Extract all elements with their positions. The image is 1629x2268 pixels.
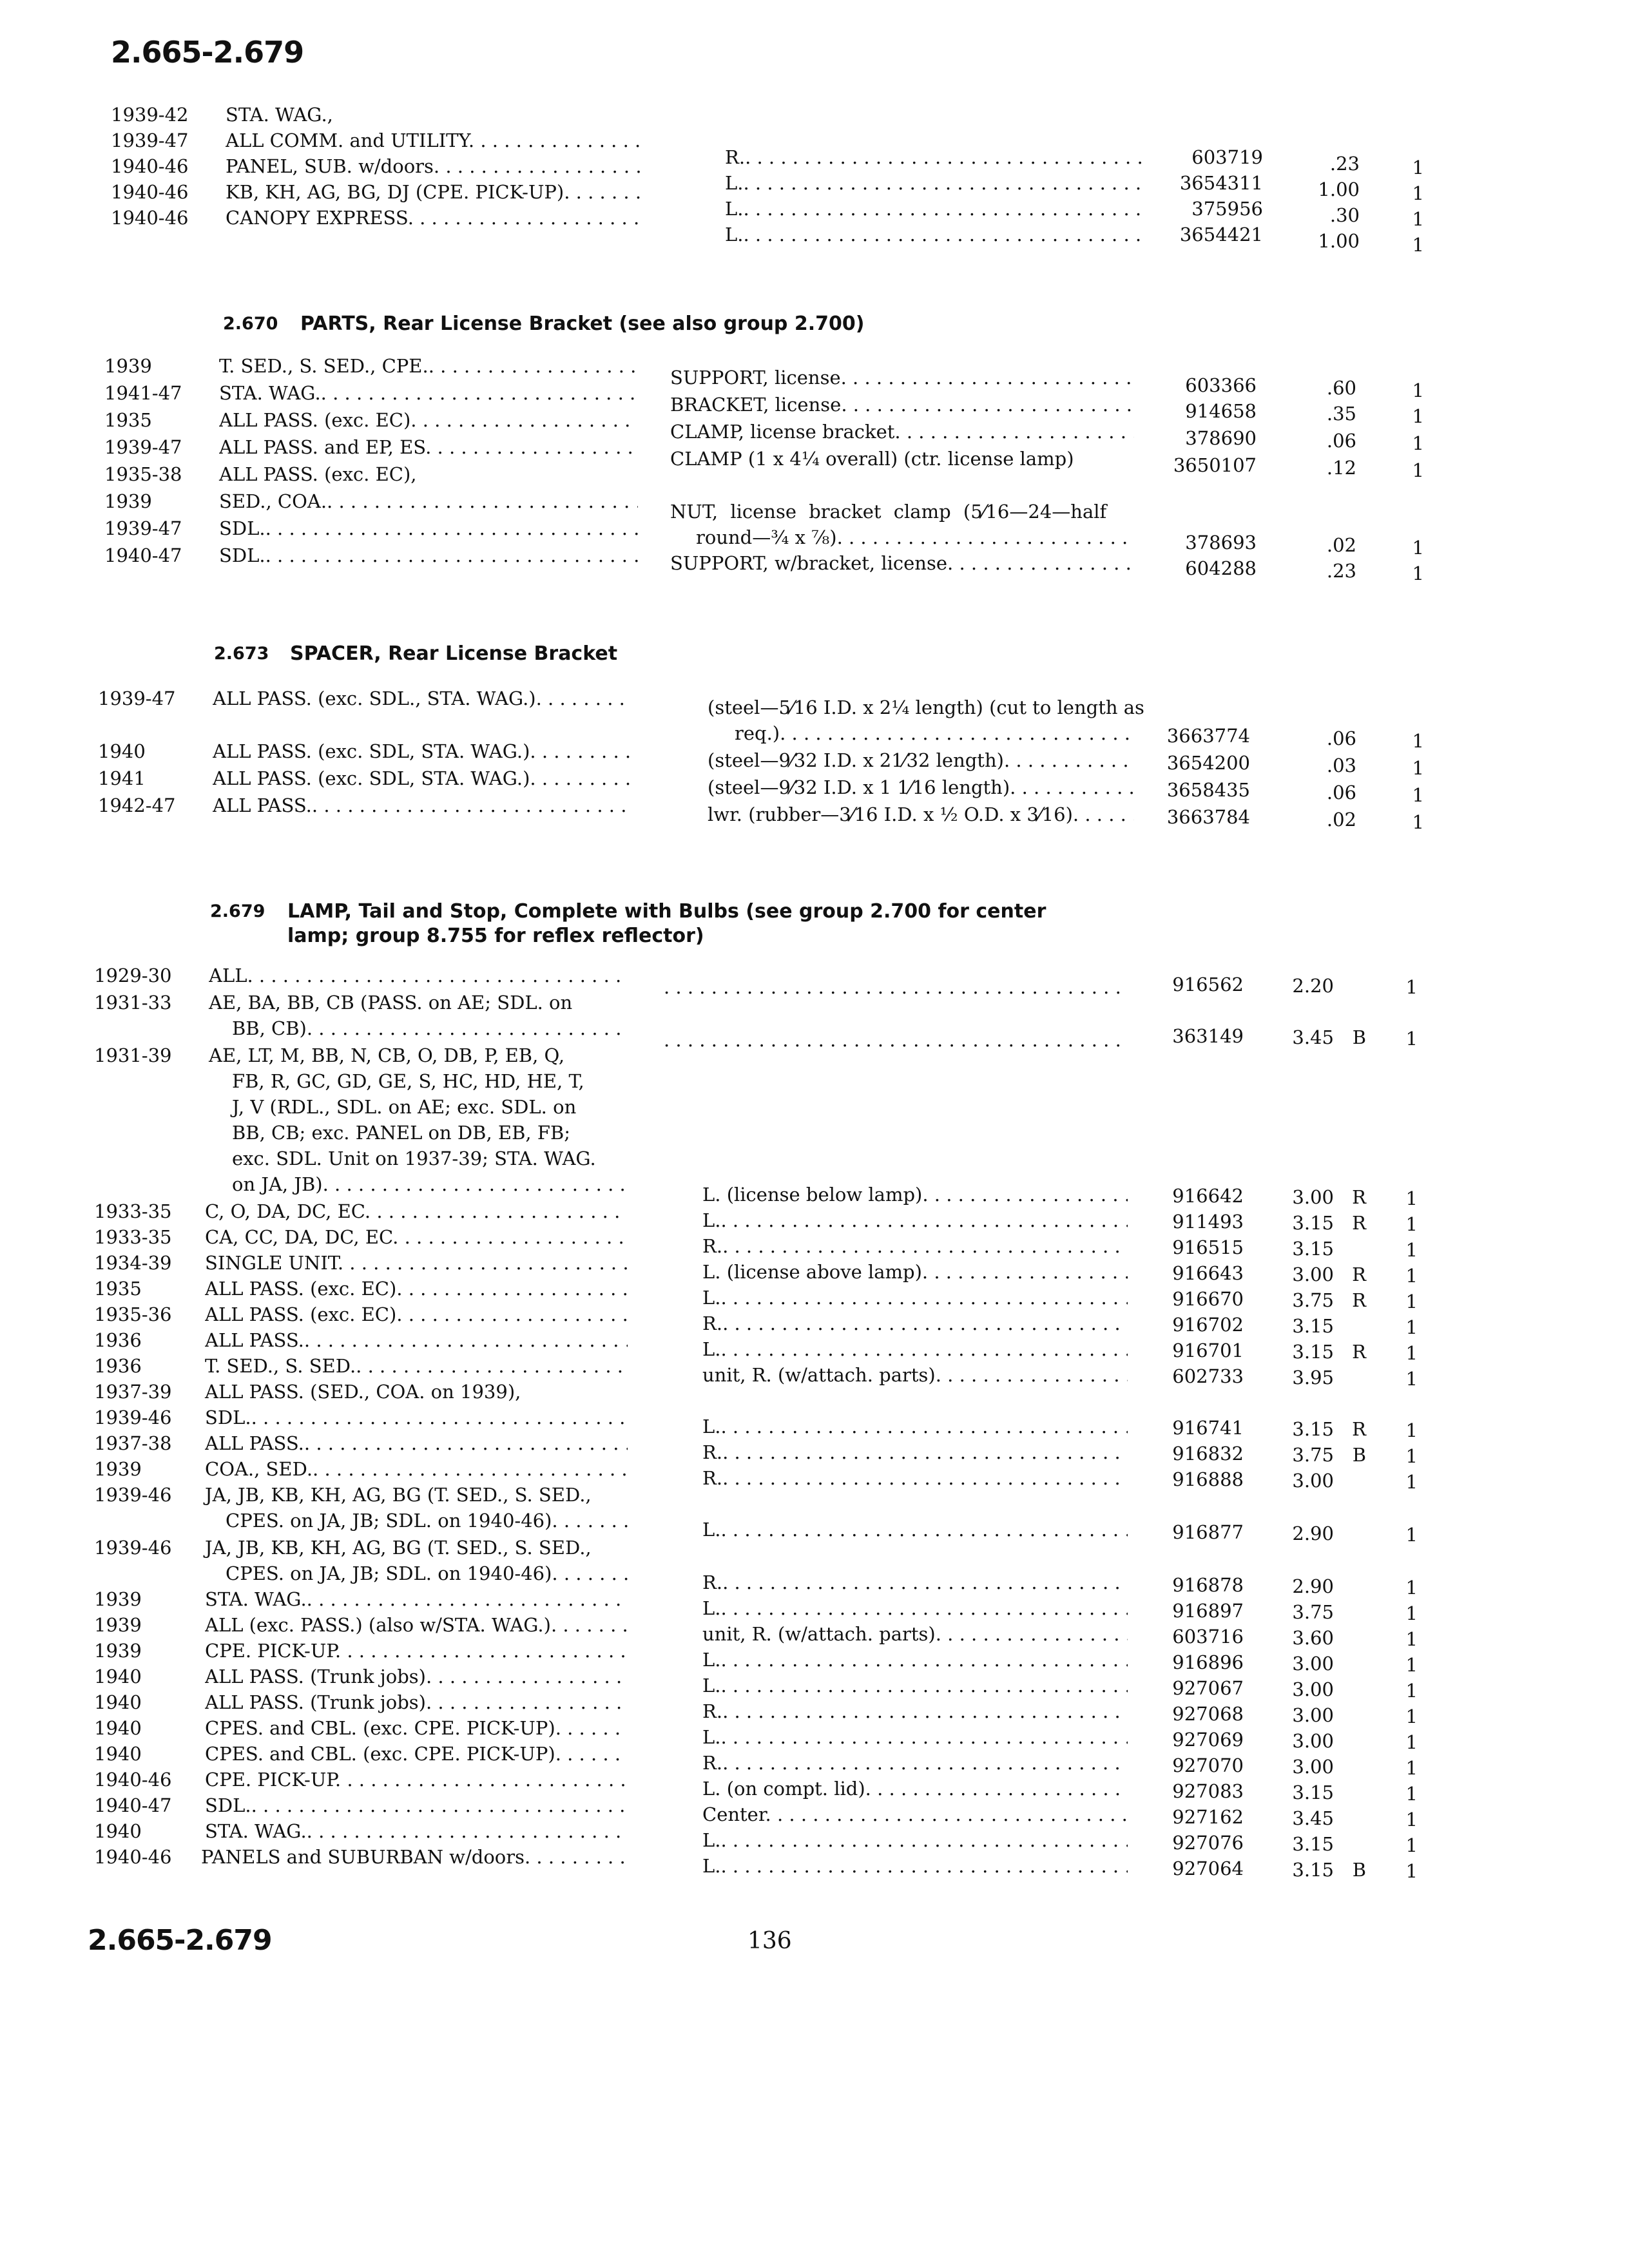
part-qty: 1 [1412, 157, 1424, 178]
part-price: 3.15 [1292, 1341, 1334, 1363]
part-desc: unit, R. (w/attach. parts) . . . [702, 1363, 1128, 1387]
part-price: 3.00 [1292, 1730, 1334, 1752]
model-year: 1936 [94, 1355, 142, 1377]
part-desc [664, 975, 1128, 999]
model-desc: ALL PASS. (exc. SDL, STA. WAG.) . . . [213, 767, 631, 790]
model-desc: ALL PASS. (exc. EC) . . . [205, 1303, 628, 1326]
model-year: 1939-46 [94, 1407, 172, 1428]
part-desc: L. . . . [702, 1829, 1128, 1852]
part-desc: L. . . . [702, 1518, 1128, 1541]
model-desc: SDL. . . . [205, 1794, 628, 1817]
section-title: LAMP, Tail and Stop, Complete with Bulbs (see group 2.700 for center [287, 900, 1046, 923]
part-number: 927162 [1172, 1806, 1244, 1828]
model-desc: on JA, JB) . . . [232, 1173, 628, 1196]
part-qty: 1 [1405, 1524, 1418, 1546]
part-desc: L. . . . [725, 223, 1144, 246]
part-qty: 1 [1405, 1834, 1418, 1856]
part-price: 3.15 [1292, 1859, 1334, 1881]
part-price: 3.75 [1292, 1444, 1334, 1466]
model-year: 1936 [94, 1329, 142, 1351]
part-desc: lwr. (rubber—3⁄16 I.D. x ½ O.D. x 3⁄16) . . . [708, 803, 1134, 826]
part-qty: 1 [1405, 1860, 1418, 1882]
model-year: 1940-46 [94, 1769, 172, 1791]
part-number: 916643 [1172, 1262, 1244, 1284]
model-desc: JA, JB, KB, KH, AG, BG (T. SED., S. SED., [205, 1537, 592, 1559]
model-desc: AE, LT, M, BB, N, CB, O, DB, P, EB, Q, [209, 1044, 565, 1066]
part-qty: 1 [1405, 1706, 1418, 1727]
part-desc: (steel—9⁄32 I.D. x 21⁄32 length) . . . [708, 749, 1134, 772]
part-qty: 1 [1412, 811, 1424, 833]
model-desc: CPE. PICK-UP . . . [205, 1639, 628, 1662]
part-qty: 1 [1405, 1731, 1418, 1753]
part-number: 916562 [1172, 974, 1244, 995]
part-qty: 1 [1412, 405, 1424, 427]
part-qty: 1 [1405, 1239, 1418, 1261]
model-desc: FB, R, GC, GD, GE, S, HC, HD, HE, T, [232, 1070, 584, 1092]
part-price: 3.75 [1292, 1289, 1334, 1311]
part-qty: 1 [1412, 432, 1424, 454]
part-number: 916888 [1172, 1468, 1244, 1490]
model-desc: ALL PASS. . . . [213, 794, 631, 817]
model-desc: ALL PASS. (exc. EC) . . . [205, 1277, 628, 1300]
part-desc: L. (license above lamp) . . . [702, 1260, 1128, 1283]
part-price: 3.15 [1292, 1782, 1334, 1803]
part-qty: 1 [1405, 1628, 1418, 1650]
section-title: PARTS, Rear License Bracket (see also group 2.700) [300, 312, 865, 335]
part-desc: SUPPORT, w/bracket, license . . . [670, 552, 1134, 575]
part-qty: 1 [1405, 1316, 1418, 1338]
model-desc: STA. WAG. . . . [219, 381, 638, 405]
part-number: 363149 [1172, 1025, 1244, 1047]
model-desc: T. SED., S. SED., CPE. . . . [219, 354, 638, 378]
model-desc: SINGLE UNIT . . . [205, 1251, 628, 1274]
part-number: 3663784 [1166, 806, 1250, 828]
part-desc: L. . . . [702, 1597, 1128, 1620]
model-desc: CPES. and CBL. (exc. CPE. PICK-UP) . . . [205, 1716, 628, 1740]
part-qty: 1 [1405, 1783, 1418, 1805]
model-desc: ALL PASS. (exc. EC) . . . [219, 408, 638, 432]
part-qty: 1 [1405, 1291, 1418, 1312]
model-year: 1939-47 [111, 130, 189, 151]
part-desc: L. . . . [702, 1338, 1128, 1361]
part-qty: 1 [1405, 1265, 1418, 1287]
part-flag: B [1352, 1444, 1366, 1466]
model-year: 1939 [104, 355, 152, 377]
model-desc: PANELS and SUBURBAN w/doors . . . [201, 1845, 628, 1869]
part-price: .06 [1326, 430, 1356, 452]
model-desc: PANEL, SUB. w/doors . . . [226, 155, 644, 178]
part-price: 3.60 [1292, 1627, 1334, 1649]
model-desc: ALL PASS. . . . [205, 1432, 628, 1455]
part-price: 3.00 [1292, 1470, 1334, 1492]
part-desc: L. . . . [702, 1674, 1128, 1697]
part-qty: 1 [1405, 1419, 1418, 1441]
part-flag: R [1352, 1264, 1366, 1285]
part-number: 3658435 [1166, 779, 1250, 801]
model-year: 1939 [94, 1614, 142, 1636]
model-year: 1941-47 [104, 382, 182, 404]
part-desc: L. (license below lamp) . . . [702, 1183, 1128, 1206]
model-year: 1940 [94, 1820, 142, 1842]
model-desc: ALL . . . [209, 964, 628, 987]
part-price: 3.00 [1292, 1756, 1334, 1778]
part-price: 3.75 [1292, 1601, 1334, 1623]
part-desc: CLAMP, license bracket . . . [670, 420, 1134, 443]
model-desc: COA., SED. . . . [205, 1457, 628, 1481]
part-qty: 1 [1412, 757, 1424, 779]
model-desc: STA. WAG. . . . [205, 1820, 628, 1843]
part-qty: 1 [1405, 1757, 1418, 1779]
part-flag: R [1352, 1418, 1366, 1440]
part-desc: CLAMP (1 x 4¼ overall) (ctr. license lamp) [670, 448, 1074, 470]
part-number: 3663774 [1166, 725, 1250, 747]
part-qty: 1 [1412, 562, 1424, 584]
section-code: 2.673 [214, 644, 269, 664]
part-qty: 1 [1405, 1680, 1418, 1702]
part-number: 911493 [1172, 1211, 1244, 1233]
section-title-cont: lamp; group 8.755 for reflex reflector) [287, 925, 704, 947]
part-qty: 1 [1405, 1368, 1418, 1390]
part-qty: 1 [1405, 1187, 1418, 1209]
part-number: 603716 [1172, 1626, 1244, 1648]
part-price: 3.95 [1292, 1367, 1334, 1389]
model-year: 1939-47 [98, 687, 176, 709]
part-qty: 1 [1412, 208, 1424, 230]
part-number: 927069 [1172, 1729, 1244, 1751]
model-year: 1931-33 [94, 992, 172, 1014]
model-year: 1940-46 [111, 181, 189, 203]
part-qty: 1 [1405, 1809, 1418, 1831]
model-year: 1935 [94, 1278, 142, 1300]
part-flag: R [1352, 1186, 1366, 1208]
part-desc: R. . . . [702, 1700, 1128, 1723]
model-year: 1929-30 [94, 965, 172, 986]
part-price: 3.45 [1292, 1026, 1334, 1048]
part-number: 916832 [1172, 1443, 1244, 1465]
model-year: 1937-39 [94, 1381, 172, 1403]
model-desc: C, O, DA, DC, EC . . . [205, 1200, 628, 1223]
part-qty: 1 [1405, 1602, 1418, 1624]
part-desc: R. . . . [702, 1751, 1128, 1774]
model-year: 1939-47 [104, 517, 182, 539]
part-desc: L. . . . [725, 197, 1144, 220]
model-year: 1939 [94, 1458, 142, 1480]
part-price: .30 [1329, 204, 1360, 226]
model-year: 1933-35 [94, 1200, 172, 1222]
model-desc: SDL. . . . [205, 1406, 628, 1429]
part-desc: SUPPORT, license . . . [670, 366, 1134, 389]
part-flag: R [1352, 1341, 1366, 1363]
part-number: 916701 [1172, 1340, 1244, 1361]
part-price: 2.20 [1292, 975, 1334, 997]
model-desc: CPES. on JA, JB; SDL. on 1940-46) . . . [226, 1562, 628, 1585]
part-number: 3654421 [1179, 224, 1263, 245]
model-year: 1940-46 [94, 1846, 172, 1868]
part-desc: R. . . . [702, 1466, 1128, 1490]
model-desc: ALL (exc. PASS.) (also w/STA. WAG.) . . . [205, 1613, 628, 1637]
part-price: .12 [1326, 457, 1356, 479]
part-qty: 1 [1405, 1213, 1418, 1235]
part-price: 1.00 [1318, 230, 1360, 252]
part-number: 603719 [1191, 146, 1263, 168]
model-year: 1940 [98, 740, 146, 762]
part-number: 927076 [1172, 1832, 1244, 1854]
part-qty: 1 [1412, 380, 1424, 401]
part-price: 3.15 [1292, 1315, 1334, 1337]
model-desc: STA. WAG. . . . [205, 1588, 628, 1611]
part-price: .02 [1326, 809, 1356, 831]
model-desc: ALL PASS. (Trunk jobs) . . . [205, 1691, 628, 1714]
part-desc: L. . . . [702, 1854, 1128, 1878]
part-price: .23 [1326, 560, 1356, 582]
part-number: 916897 [1172, 1600, 1244, 1622]
page-footer-range: 2.665-2.679 [88, 1924, 272, 1957]
part-number: 916515 [1172, 1236, 1244, 1258]
part-price: 2.90 [1292, 1523, 1334, 1544]
part-number: 916896 [1172, 1651, 1244, 1673]
part-qty: 1 [1405, 976, 1418, 998]
model-desc: ALL COMM. and UTILITY . . . [226, 129, 644, 152]
model-desc: BB, CB; exc. PANEL on DB, EB, FB; [232, 1122, 571, 1144]
model-year: 1939-42 [111, 104, 189, 126]
model-year: 1935 [104, 409, 152, 431]
model-desc: J, V (RDL., SDL. on AE; exc. SDL. on [232, 1096, 577, 1118]
part-price: 3.00 [1292, 1704, 1334, 1726]
part-number: 916702 [1172, 1314, 1244, 1336]
model-desc: CA, CC, DA, DC, EC . . . [205, 1225, 628, 1249]
part-desc: round—¾ x ⅞) . . . [696, 526, 1134, 549]
model-year: 1940 [94, 1717, 142, 1739]
part-price: .35 [1326, 403, 1356, 425]
part-number: 375956 [1191, 198, 1263, 220]
part-price: 1.00 [1318, 178, 1360, 200]
part-flag: B [1352, 1859, 1366, 1881]
part-desc: Center . . . [702, 1803, 1128, 1826]
model-year: 1940-46 [111, 155, 189, 177]
page-header-range: 2.665-2.679 [111, 35, 304, 70]
part-desc: R. . . . [702, 1235, 1128, 1258]
part-qty: 1 [1412, 784, 1424, 806]
part-price: .06 [1326, 727, 1356, 749]
part-qty: 1 [1412, 234, 1424, 256]
part-number: 916670 [1172, 1288, 1244, 1310]
part-price: .06 [1326, 782, 1356, 803]
part-desc: R. . . . [702, 1571, 1128, 1594]
part-qty: 1 [1405, 1577, 1418, 1599]
part-desc: NUT, license bracket clamp (5⁄16—24—half [670, 501, 1107, 523]
model-desc: ALL PASS. (exc. SDL, STA. WAG.) . . . [213, 740, 631, 763]
part-flag: R [1352, 1212, 1366, 1234]
part-qty: 1 [1405, 1028, 1418, 1050]
model-desc: SED., COA. . . . [219, 490, 638, 513]
model-desc: CPES. on JA, JB; SDL. on 1940-46) . . . [226, 1509, 628, 1532]
model-desc: ALL PASS. (exc. EC), [219, 463, 417, 485]
model-desc: ALL PASS. (SED., COA. on 1939), [205, 1381, 521, 1403]
model-desc: KB, KH, AG, BG, DJ (CPE. PICK-UP) . . . [226, 180, 644, 204]
part-number: 927067 [1172, 1677, 1244, 1699]
section-code: 2.679 [210, 901, 265, 921]
part-price: 3.00 [1292, 1678, 1334, 1700]
part-desc: R. . . . [725, 146, 1144, 169]
part-qty: 1 [1405, 1654, 1418, 1676]
part-number: 602733 [1172, 1365, 1244, 1387]
part-desc: BRACKET, license . . . [670, 393, 1134, 416]
part-desc: L. . . . [725, 171, 1144, 195]
model-desc: ALL PASS. (exc. SDL., STA. WAG.) . . . [213, 687, 631, 710]
model-desc: AE, BA, BB, CB (PASS. on AE; SDL. on [209, 992, 573, 1014]
model-desc: SDL. . . . [219, 544, 638, 567]
model-year: 1942-47 [98, 794, 176, 816]
part-number: 3654200 [1166, 752, 1250, 774]
part-flag: B [1352, 1026, 1366, 1048]
part-desc [664, 1028, 1128, 1052]
part-price: .03 [1326, 754, 1356, 776]
part-price: .02 [1326, 534, 1356, 556]
part-price: 3.15 [1292, 1418, 1334, 1440]
part-desc: R. . . . [702, 1441, 1128, 1464]
model-year: 1935-38 [104, 463, 182, 485]
model-year: 1939 [94, 1640, 142, 1662]
part-price: 3.15 [1292, 1212, 1334, 1234]
model-year: 1940-46 [111, 207, 189, 229]
model-year: 1940 [94, 1666, 142, 1687]
model-year: 1933-35 [94, 1226, 172, 1248]
part-flag: R [1352, 1289, 1366, 1311]
model-desc: CPES. and CBL. (exc. CPE. PICK-UP) . . . [205, 1742, 628, 1765]
part-price: 3.45 [1292, 1807, 1334, 1829]
part-number: 3650107 [1173, 454, 1257, 476]
model-desc: BB, CB) . . . [232, 1017, 628, 1040]
model-year: 1939-46 [94, 1484, 172, 1506]
part-number: 927070 [1172, 1754, 1244, 1776]
model-year: 1937-38 [94, 1432, 172, 1454]
part-number: 927068 [1172, 1703, 1244, 1725]
part-number: 378690 [1185, 427, 1257, 449]
model-year: 1941 [98, 767, 146, 789]
part-desc: R. . . . [702, 1312, 1128, 1335]
model-year: 1940 [94, 1743, 142, 1765]
part-price: 2.90 [1292, 1575, 1334, 1597]
model-desc: exc. SDL. Unit on 1937-39; STA. WAG. [232, 1148, 596, 1169]
model-year: 1939-47 [104, 436, 182, 458]
part-number: 378693 [1185, 532, 1257, 553]
part-desc: req.) . . . [735, 722, 1134, 745]
part-qty: 1 [1412, 182, 1424, 204]
model-year: 1939 [94, 1588, 142, 1610]
model-desc: CPE. PICK-UP . . . [205, 1768, 628, 1791]
part-qty: 1 [1405, 1342, 1418, 1364]
part-price: 3.15 [1292, 1238, 1334, 1260]
part-qty: 1 [1412, 459, 1424, 481]
part-qty: 1 [1412, 537, 1424, 559]
part-qty: 1 [1405, 1445, 1418, 1467]
part-qty: 1 [1405, 1471, 1418, 1493]
model-year: 1939 [104, 490, 152, 512]
part-number: 3654311 [1179, 172, 1263, 194]
model-desc: STA. WAG., [226, 104, 333, 126]
model-year: 1934-39 [94, 1252, 172, 1274]
part-price: 3.00 [1292, 1186, 1334, 1208]
model-desc: T. SED., S. SED. . . . [205, 1354, 628, 1378]
model-desc: JA, JB, KB, KH, AG, BG (T. SED., S. SED., [205, 1484, 592, 1506]
model-year: 1931-39 [94, 1044, 172, 1066]
part-desc: unit, R. (w/attach. parts) . . . [702, 1622, 1128, 1646]
part-price: 3.00 [1292, 1653, 1334, 1675]
model-desc: ALL PASS. and EP, ES . . . [219, 436, 638, 459]
model-desc: ALL PASS. (Trunk jobs) . . . [205, 1665, 628, 1688]
part-price: .60 [1326, 377, 1356, 399]
model-desc: ALL PASS. . . . [205, 1329, 628, 1352]
model-year: 1940 [94, 1691, 142, 1713]
part-desc: (steel—5⁄16 I.D. x 2¼ length) (cut to length as [708, 697, 1144, 718]
part-number: 927083 [1172, 1780, 1244, 1802]
section-title: SPACER, Rear License Bracket [290, 642, 618, 665]
part-price: 3.00 [1292, 1264, 1334, 1285]
part-number: 916878 [1172, 1574, 1244, 1596]
part-desc: L. . . . [702, 1725, 1128, 1749]
part-number: 927064 [1172, 1858, 1244, 1879]
section-code: 2.670 [223, 314, 278, 334]
model-desc: SDL. . . . [219, 517, 638, 540]
part-number: 916642 [1172, 1185, 1244, 1207]
part-desc: (steel—9⁄32 I.D. x 1 1⁄16 length) . . . [708, 776, 1134, 799]
model-desc: CANOPY EXPRESS . . . [226, 206, 644, 229]
model-year: 1940-47 [94, 1794, 172, 1816]
part-number: 916877 [1172, 1521, 1244, 1543]
part-price: 3.15 [1292, 1833, 1334, 1855]
part-desc: L. . . . [702, 1648, 1128, 1671]
part-price: .23 [1329, 153, 1360, 175]
part-desc: L. . . . [702, 1209, 1128, 1232]
part-desc: L. . . . [702, 1286, 1128, 1309]
part-number: 604288 [1185, 557, 1257, 579]
part-desc: L. (on compt. lid) . . . [702, 1777, 1128, 1800]
part-qty: 1 [1412, 730, 1424, 752]
part-number: 914658 [1185, 400, 1257, 422]
part-number: 916741 [1172, 1417, 1244, 1439]
part-number: 603366 [1185, 374, 1257, 396]
model-year: 1939-46 [94, 1537, 172, 1559]
model-year: 1935-36 [94, 1303, 172, 1325]
part-desc: L. . . . [702, 1415, 1128, 1438]
page-number: 136 [747, 1928, 792, 1954]
model-year: 1940-47 [104, 544, 182, 566]
